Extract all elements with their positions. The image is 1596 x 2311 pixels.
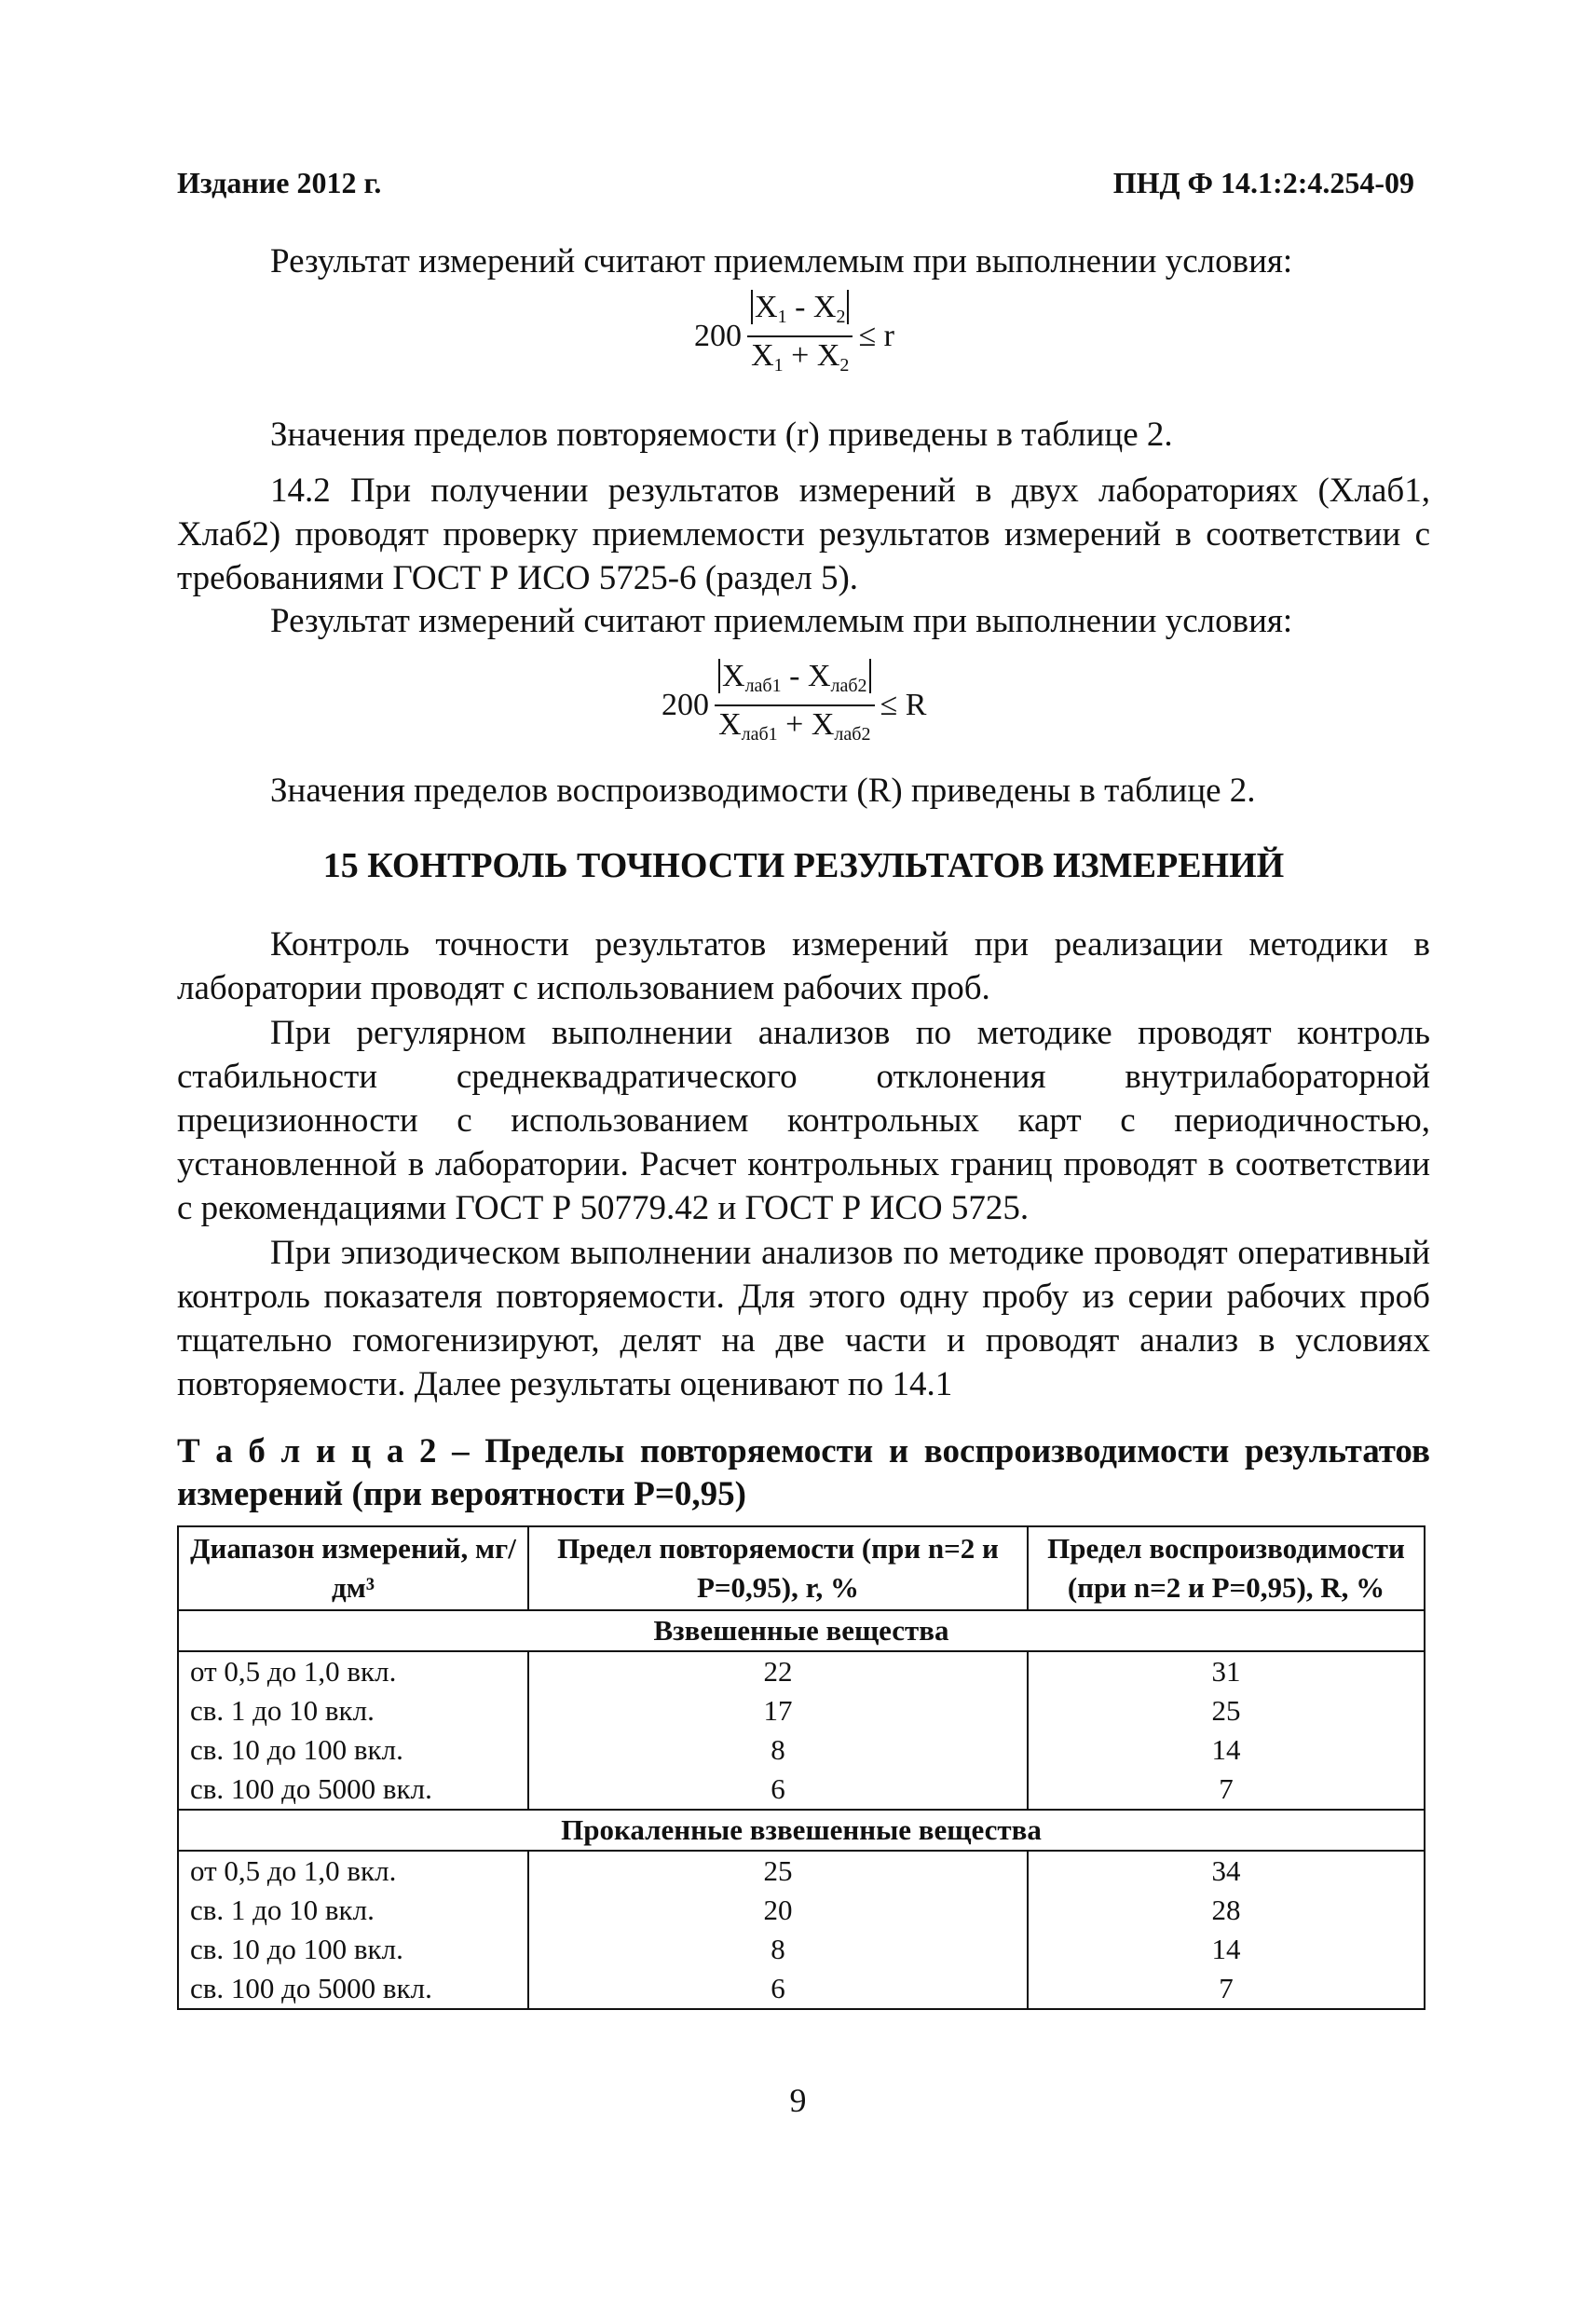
cell-repeatability: 20	[528, 1891, 1028, 1930]
formula-repeatability	[694, 289, 894, 384]
cell-repeatability: 25	[528, 1851, 1028, 1891]
table-section-row	[178, 1810, 1425, 1851]
cell-range: св. 100 до 5000 вкл.	[178, 1969, 528, 2009]
cell-reproducibility: 34	[1028, 1851, 1425, 1891]
section-title: Прокаленные взвешенные вещества	[178, 1810, 1425, 1851]
formula-fraction: $\frac{X_{лаб1} - X_{лаб2}}{X_{лаб1} + X_{лаб2}}$	[715, 658, 875, 753]
cell-range: св. 1 до 10 вкл.	[178, 1691, 528, 1730]
cell-range: от 0,5 до 1,0 вкл.	[178, 1851, 528, 1891]
cell-range: от 0,5 до 1,0 вкл.	[178, 1651, 528, 1691]
cell-repeatability: 22	[528, 1651, 1028, 1691]
header-range: Диапазон измерений, мг/дм³	[178, 1526, 528, 1610]
cell-reproducibility: 7	[1028, 1770, 1425, 1810]
formula-relation: ≤ R	[880, 688, 927, 722]
header-reproducibility: Предел воспроизводимости (при n=2 и Р=0,95), R, %	[1028, 1526, 1425, 1610]
table-row	[178, 1851, 1425, 1891]
table-caption-text: – Пределы повторяемости и воспроизводимости результатов измерений (при вероятности Р=0,95)	[177, 1432, 1430, 1513]
paragraph-episodic-analysis: При эпизодическом выполнении анализов по методике проводят оперативный контроль показателя повторяемости. Для этого одну пробу из серии рабочих проб тщательно гомогенизируют, делят на две части и проводят анализ в условиях повторяемости. Далее результаты оценивают по 14.1	[177, 1234, 1430, 1403]
cell-reproducibility: 25	[1028, 1691, 1425, 1730]
table-row	[178, 1691, 1425, 1730]
table-row	[178, 1891, 1425, 1930]
section-heading: 15 КОНТРОЛЬ ТОЧНОСТИ РЕЗУЛЬТАТОВ ИЗМЕРЕНИЙ	[322, 846, 1285, 885]
cell-repeatability: 8	[528, 1730, 1028, 1770]
document-code: ПНД Ф 14.1:2:4.254-09	[1112, 166, 1414, 199]
cell-range: св. 10 до 100 вкл.	[178, 1730, 528, 1770]
table-row	[178, 1651, 1425, 1691]
section-title: Взвешенные вещества	[178, 1610, 1425, 1651]
cell-repeatability: 6	[528, 1969, 1028, 2009]
header-repeatability: Предел повторяемости (при n=2 и Р=0,95), r, %	[528, 1526, 1028, 1610]
table-row	[178, 1730, 1425, 1770]
cell-range: св. 10 до 100 вкл.	[178, 1930, 528, 1969]
formula-coefficient: 200	[662, 688, 709, 722]
cell-reproducibility: 31	[1028, 1651, 1425, 1691]
limits-table	[177, 1525, 1425, 2010]
edition-label: Издание 2012 г.	[177, 166, 382, 199]
formula-reproducibility	[662, 658, 926, 753]
formula-coefficient: 200	[694, 319, 742, 353]
cell-reproducibility: 7	[1028, 1969, 1425, 2009]
paragraph-accuracy-control: Контроль точности результатов измерений при реализации методики в лаборатории проводят с использованием рабочих проб.	[177, 925, 1430, 1007]
table-section-row	[178, 1610, 1425, 1651]
formula-fraction: $\frac{X_1 - X_2}{X_1 + X_2}$	[747, 289, 853, 384]
table-caption	[177, 1430, 1430, 1516]
cell-range: св. 100 до 5000 вкл.	[178, 1770, 528, 1810]
table-caption-label: Т а б л и ц а 2	[177, 1432, 437, 1470]
page-number: 9	[789, 2082, 807, 2119]
table-row	[178, 1930, 1425, 1969]
paragraph-reproducibility-limits: Значения пределов воспроизводимости (R) приведены в таблице 2.	[270, 772, 1256, 810]
paragraph-14-2: 14.2 При получении результатов измерений в двух лабораториях (Xлаб1, Xлаб2) проводят проверку приемлемости результатов измерений в соответствии с требованиями ГОСТ Р ИСО 5725-6 (раздел 5).	[177, 472, 1430, 597]
table-row	[178, 1969, 1425, 2009]
cell-reproducibility: 14	[1028, 1730, 1425, 1770]
formula-relation: ≤ r	[858, 319, 894, 353]
table-row	[178, 1770, 1425, 1810]
paragraph-repeatability-limits: Значения пределов повторяемости (r) приведены в таблице 2.	[270, 416, 1173, 454]
cell-repeatability: 8	[528, 1930, 1028, 1969]
paragraph-regular-analysis: При регулярном выполнении анализов по методике проводят контроль стабильности среднеквадратического отклонения внутрилабораторной прецизионности с использованием контрольных карт с периодичностью, установленной в лаборатории. Расчет контрольных границ проводят в соответствии с рекомендациями ГОСТ Р 50779.42 и ГОСТ Р ИСО 5725.	[177, 1014, 1430, 1227]
cell-reproducibility: 28	[1028, 1891, 1425, 1930]
paragraph-acceptance-condition-2: Результат измерений считают приемлемым при выполнении условия:	[270, 602, 1293, 640]
table-header-row	[178, 1526, 1425, 1610]
cell-reproducibility: 14	[1028, 1930, 1425, 1969]
cell-repeatability: 17	[528, 1691, 1028, 1730]
paragraph-acceptance-condition-1: Результат измерений считают приемлемым при выполнении условия:	[270, 242, 1293, 280]
cell-repeatability: 6	[528, 1770, 1028, 1810]
cell-range: св. 1 до 10 вкл.	[178, 1891, 528, 1930]
